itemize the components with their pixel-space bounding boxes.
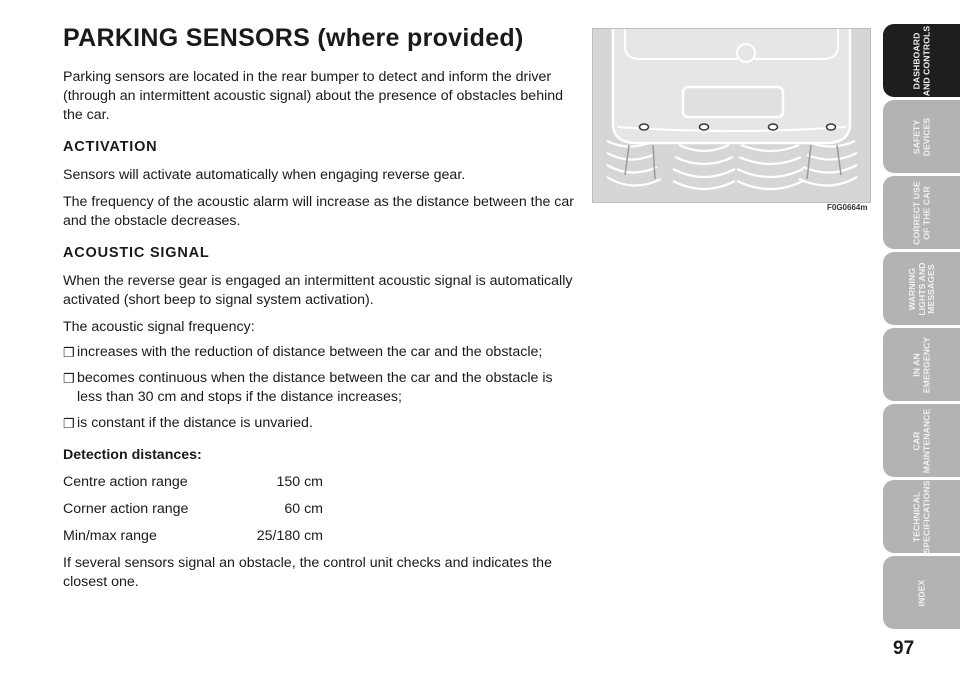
bullet-text: increases with the reduction of distance between the car and the obstacle;	[77, 344, 543, 360]
table-row	[63, 473, 578, 492]
activation-heading: ACTIVATION	[63, 139, 158, 155]
acoustic-heading: ACOUSTIC SIGNAL	[63, 245, 210, 261]
car-rear-illustration	[592, 28, 871, 203]
acoustic-paragraph-2: The acoustic signal frequency:	[63, 319, 255, 335]
detection-label: Centre action range	[63, 474, 188, 490]
checkbox-bullet-icon: ❒	[63, 345, 75, 360]
bullet-text: is constant if the distance is unvaried.	[77, 415, 313, 431]
acoustic-paragraph-1: When the reverse gear is engaged an intermittent acoustic signal is automatically activated (short beep to signal system activation).	[63, 273, 573, 308]
tab-label: DASHBOARD AND CONTROLS	[911, 25, 931, 96]
tab-label: TECHNICAL SPECIFICATIONS	[911, 480, 931, 553]
list-item	[63, 414, 578, 433]
page-title: PARKING SENSORS (where provided)	[63, 24, 524, 52]
list-item	[63, 369, 578, 407]
detection-label: Min/max range	[63, 528, 157, 544]
list-item	[63, 343, 578, 362]
detection-note: If several sensors signal an obstacle, the control unit checks and indicates the closest one.	[63, 555, 552, 590]
page-number: 97	[893, 638, 915, 659]
tab-dashboard-and-controls[interactable]	[883, 24, 960, 97]
tab-technical-specifications[interactable]	[883, 480, 960, 553]
tab-safety-devices[interactable]	[883, 100, 960, 173]
bullet-text: becomes continuous when the distance between the car and the obstacle is less than 30 cm and stops if the distance increases;	[77, 370, 553, 405]
detection-value: 60 cm	[284, 501, 323, 517]
intro-paragraph: Parking sensors are located in the rear bumper to detect and inform the driver (through an intermittent acoustic signal) about the presence of obstacles behind the car.	[63, 69, 564, 123]
main-content	[63, 68, 578, 600]
tab-label: SAFETY DEVICES	[911, 117, 931, 156]
car-rear-drawing	[593, 29, 870, 202]
detection-label: Corner action range	[63, 501, 189, 517]
detection-value: 150 cm	[276, 474, 323, 490]
checkbox-bullet-icon: ❒	[63, 371, 75, 386]
tab-label: IN AN EMERGENCY	[911, 336, 931, 393]
tab-index[interactable]	[883, 556, 960, 629]
tab-label: WARNING LIGHTS AND MESSAGES	[906, 261, 936, 316]
tab-label: CAR MAINTENANCE	[911, 408, 931, 473]
table-row	[63, 527, 578, 546]
tab-correct-use[interactable]	[883, 176, 960, 249]
tab-label: INDEX	[915, 579, 926, 606]
figure-code: F0G0664m	[827, 203, 868, 212]
activation-paragraph-1: Sensors will activate automatically when engaging reverse gear.	[63, 167, 466, 183]
activation-paragraph-2: The frequency of the acoustic alarm will increase as the distance between the car and the obstacle decreases.	[63, 194, 575, 229]
detection-title: Detection distances:	[63, 447, 202, 463]
tab-in-an-emergency[interactable]	[883, 328, 960, 401]
table-row	[63, 500, 578, 519]
tab-warning-lights[interactable]	[883, 252, 960, 325]
chapter-tabs	[883, 24, 960, 630]
tab-label: CORRECT USE OF THE CAR	[911, 180, 931, 245]
detection-value: 25/180 cm	[256, 528, 323, 544]
tab-car-maintenance[interactable]	[883, 404, 960, 477]
checkbox-bullet-icon: ❒	[63, 416, 75, 431]
